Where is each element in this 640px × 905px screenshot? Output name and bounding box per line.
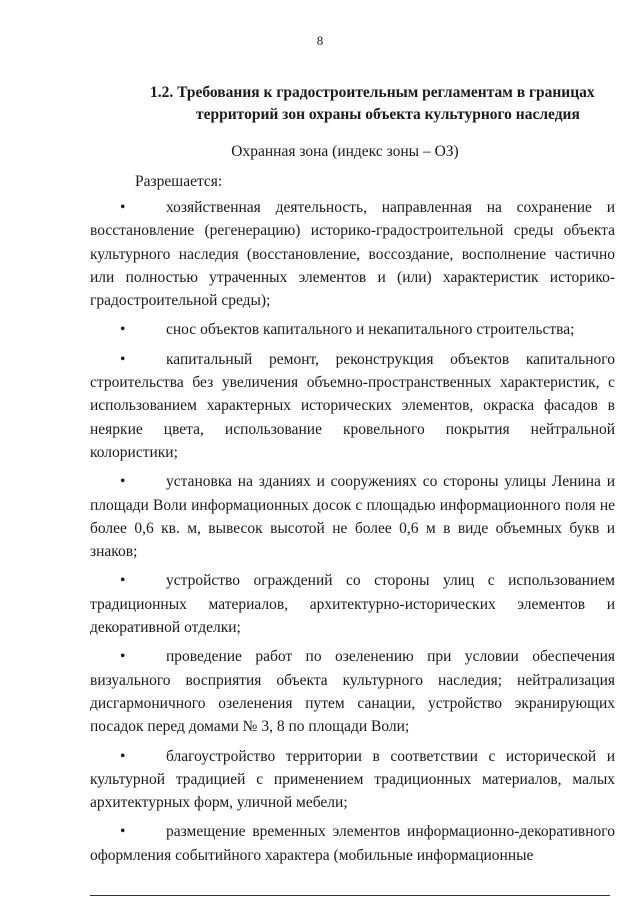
bullet-icon: • — [120, 199, 126, 216]
list-item-text: устройство ограждений со стороны улиц с использованием традиционных материалов, архитектурно-исторических элементов и декоративной отделки; — [90, 572, 615, 637]
section-heading-line-1: 1.2. Требования к градостроительным регламентам в границах — [150, 84, 595, 101]
list-item-text: размещение временных элементов информационно-декоративного оформления событийного характера (мобильные информационные — [90, 823, 615, 864]
list-item-text: установка на зданиях и сооружениях со стороны улицы Ленина и площади Воли информационных досок с площадью информационного поля не более 0,6 кв. м, вывесок высотой не более 0,6 м в виде объемных букв и знаков; — [90, 473, 615, 561]
bullet-icon: • — [120, 321, 126, 339]
zone-title: Охранная зона (индекс зоны – ОЗ) — [231, 143, 459, 160]
list-item — [90, 820, 615, 867]
bullet-icon: • — [120, 648, 126, 666]
list-item — [90, 645, 615, 738]
list-item-text: проведение работ по озеленению при условии обеспечения визуального восприятия объекта культурного наследия; нейтрализация дисгармоничного озеленения путем санации, устройство экранирующих посадок перед домами № 3, 8 по площади Воли; — [90, 648, 615, 736]
bullet-icon: • — [120, 747, 126, 765]
list-item — [90, 745, 615, 815]
list-item — [90, 196, 615, 312]
footer-rule — [90, 895, 610, 896]
page-number: 8 — [316, 33, 324, 48]
bullet-icon: • — [120, 350, 126, 368]
allowed-list — [90, 196, 615, 867]
list-item — [90, 348, 615, 464]
list-item — [90, 569, 615, 639]
section-heading — [90, 82, 610, 126]
list-item-text: благоустройство территории в соответствии с исторической и культурной традицией с применением традиционных материалов, малых архитектурных форм, уличной мебели; — [90, 747, 615, 812]
list-item-text: снос объектов капитального и некапитального строительства; — [166, 321, 575, 339]
list-item — [90, 470, 615, 563]
section-heading-line-2: территорий зон охраны объекта культурного наследия — [196, 106, 580, 123]
bullet-icon: • — [120, 473, 126, 491]
bullet-icon: • — [120, 823, 126, 841]
list-item-text: хозяйственная деятельность, направленная на сохранение и восстановление (регенерацию) историко-градостроительной среды объекта культурного наследия (восстановление, воссоздание, восполнение частично или полностью утраченных элементов и (или) характеристик историко-градостроительной среды); — [90, 199, 615, 310]
list-item — [90, 318, 615, 341]
list-item-text: капитальный ремонт, реконструкция объектов капитального строительства без увеличения объемно-пространственных характеристик, с использованием характерных исторических элементов, окраска фасадов в неяркие цвета, использование кровельного покрытия нейтральной колористики; — [90, 350, 615, 461]
allowed-label: Разрешается: — [135, 173, 223, 190]
bullet-icon: • — [120, 572, 126, 590]
